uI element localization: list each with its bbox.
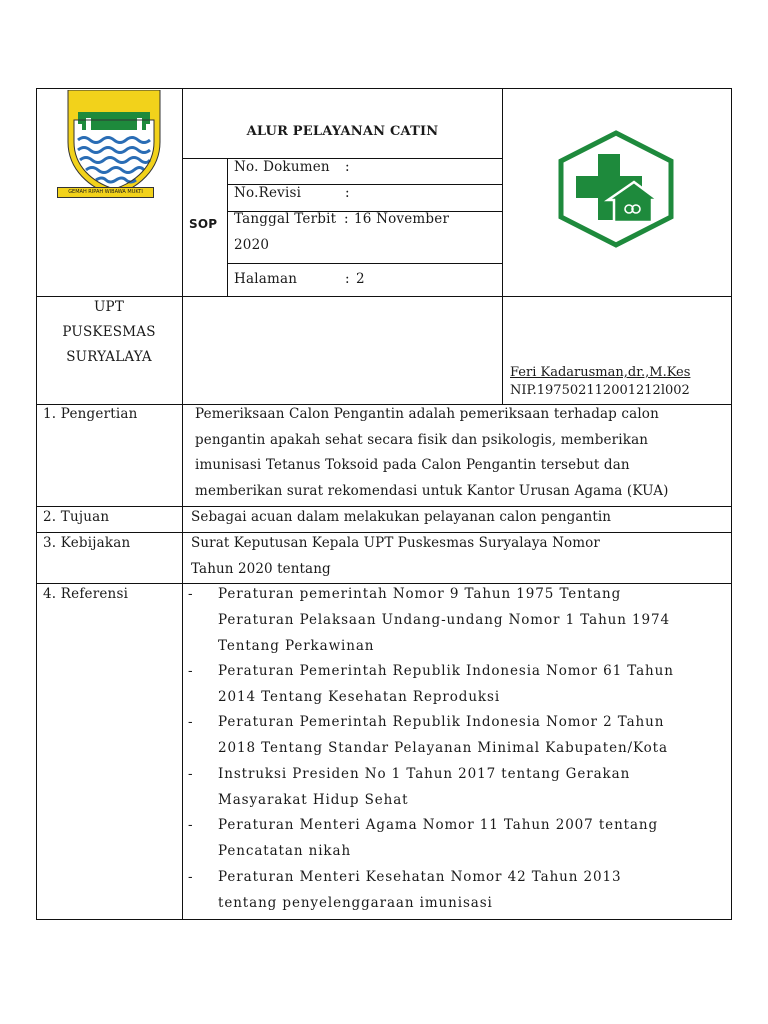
org-line-2: PUSKESMAS (62, 324, 156, 340)
section-label-referensi: 4. Referensi (43, 586, 129, 602)
document-title: ALUR PELAYANAN CATIN (246, 124, 439, 139)
section-body-kebijakan-line1: Surat Keputusan Kepala UPT Puskesmas Suryalaya Nomor (191, 535, 600, 551)
doc-number-sep: : (345, 159, 350, 175)
page-sep: : (345, 271, 350, 287)
issue-date-value: 16 November (354, 211, 450, 227)
sop-label: SOP (189, 217, 218, 231)
signer-nip: NIP.197502112001212l002 (510, 383, 690, 398)
revision-sep: : (345, 185, 350, 201)
doc-number-label: No. Dokumen (234, 159, 330, 175)
crest-motto-ribbon (57, 187, 154, 198)
list-dash: - (188, 586, 194, 602)
issue-date-year: 2020 (234, 237, 270, 253)
section-label-tujuan: 2. Tujuan (43, 509, 110, 525)
section-label-pengertian: 1. Pengertian (43, 406, 138, 422)
puskesmas-logo (556, 130, 676, 248)
section-body-kebijakan-line2: Tahun 2020 tentang (191, 561, 331, 577)
section-label-kebijakan: 3. Kebijakan (43, 535, 131, 551)
revision-label: No.Revisi (234, 185, 302, 201)
list-dash: - (188, 714, 194, 730)
org-line-3: SURYALAYA (66, 349, 152, 365)
list-dash: - (188, 663, 194, 679)
page-value: 2 (356, 271, 365, 287)
issue-date-label: Tanggal Terbit (234, 211, 337, 227)
list-dash: - (188, 869, 194, 885)
signer-name: Feri Kadarusman,dr.,M.Kes (510, 365, 691, 380)
page-label: Halaman (234, 271, 298, 287)
list-dash: - (188, 817, 194, 833)
org-line-1: UPT (93, 299, 125, 315)
section-body-tujuan: Sebagai acuan dalam melakukan pelayanan calon pengantin (191, 509, 612, 525)
section-body-pengertian: Pemeriksaan Calon Pengantin adalah pemeriksaan terhadap calon pengantin apakah sehat secara fisik dan psikologis, memberikan imunisasi Tetanus Toksoid pada Calon Pengantin tersebut dan memberikan surat rekomendasi untuk Kantor Urusan Agama (KUA) (195, 406, 669, 499)
issue-date-sep: : (344, 211, 349, 227)
crest-motto: GEMAH RIPAH WIBAWA MUKTI (68, 189, 143, 195)
list-dash: - (188, 766, 194, 782)
city-crest-logo (52, 90, 164, 202)
